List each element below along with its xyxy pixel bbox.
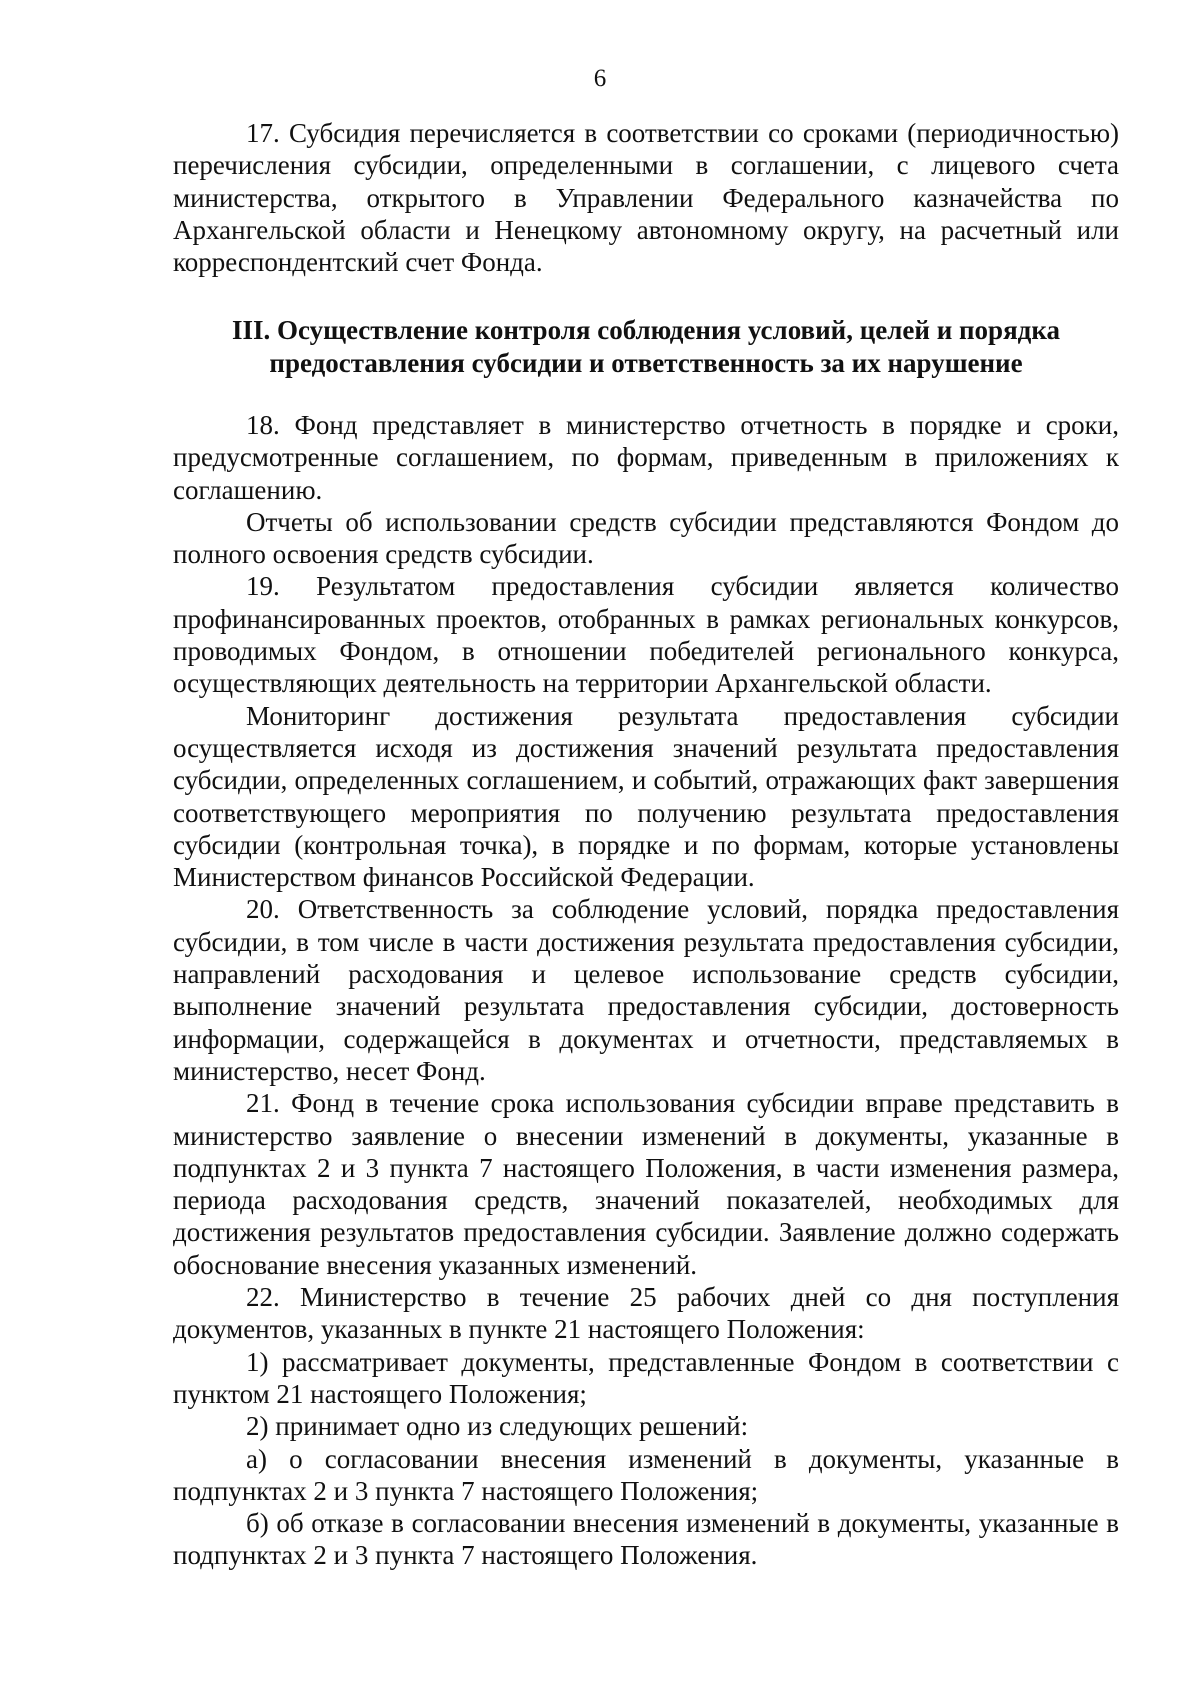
paragraph-20: 20. Ответственность за соблюдение условий, порядка предоставления субсидии, в том числе в части достижения результата предоставления субсидии, направлений расходования и целевое использование средств субсидии, выполнение значений результата предоставления субсидии, достоверность информации, содержащейся в документах и отчетности, представляемых в министерство, несет Фонд. [173,894,1119,1086]
page-number: 6 [593,65,607,92]
paragraph-18: 18. Фонд представляет в министерство отчетность в порядке и сроки, предусмотренные соглашением, по формам, приведенным в приложениях к соглашению. [173,410,1119,505]
paragraph-19-monitoring: Мониторинг достижения результата предоставления субсидии осуществляется исходя из достижения значений результата предоставления субсидии, определенных соглашением, и событий, отражающих факт завершения соответствующего мероприятия по получению результата предоставления субсидии (контрольная точка), в порядке и по формам, которые установлены Министерством финансов Российской Федерации. [173,700,1119,893]
section-title-line-2: предоставления субсидии и ответственность за их нарушение [269,348,1023,378]
paragraph-21: 21. Фонд в течение срока использования субсидии вправе представить в министерство заявление о внесении изменений в документы, указанные в подпунктах 2 и 3 пункта 7 настоящего Положения, в части изменения размера, периода расходования средств, значений показателей, необходимых для достижения результатов предоставления субсидии. Заявление должно содержать обоснование внесения указанных изменений. [173,1088,1119,1280]
section-title-line-1: III. Осуществление контроля соблюдения условий, целей и порядка [232,315,1060,345]
section-heading [173,314,1119,380]
paragraph-18-reports: Отчеты об использовании средств субсидии представляются Фондом до полного освоения средств субсидии. [173,506,1119,570]
paragraph-22-item-b: б) об отказе в согласовании внесения изменений в документы, указанные в подпунктах 2 и 3 пункта 7 настоящего Положения. [173,1508,1119,1571]
paragraph-block-top [173,117,1119,278]
paragraph-17: 17. Субсидия перечисляется в соответствии со сроками (периодичностью) перечисления субсидии, определенными в соглашении, с лицевого счета министерства, открытого в Управлении Федерального казначейства по Архангельской области и Ненецкому автономному округу, на расчетный или корреспондентский счет Фонда. [173,118,1119,278]
paragraph-22-item-1: 1) рассматривает документы, представленные Фондом в соответствии с пунктом 21 настоящего Положения; [173,1346,1119,1409]
paragraph-22-item-2: 2) принимает одно из следующих решений: [246,1411,749,1442]
paragraph-block-main [173,409,1119,1572]
paragraph-19: 19. Результатом предоставления субсидии является количество профинансированных проектов, отобранных в рамках региональных конкурсов, проводимых Фондом, в отношении победителей регионального конкурса, осуществляющих деятельность на территории Архангельской области. [173,571,1119,699]
paragraph-22-item-a: а) о согласовании внесения изменений в документы, указанные в подпунктах 2 и 3 пункта 7 настоящего Положения; [173,1443,1119,1506]
paragraph-22: 22. Министерство в течение 25 рабочих дней со дня поступления документов, указанных в пункте 21 настоящего Положения: [173,1282,1119,1345]
